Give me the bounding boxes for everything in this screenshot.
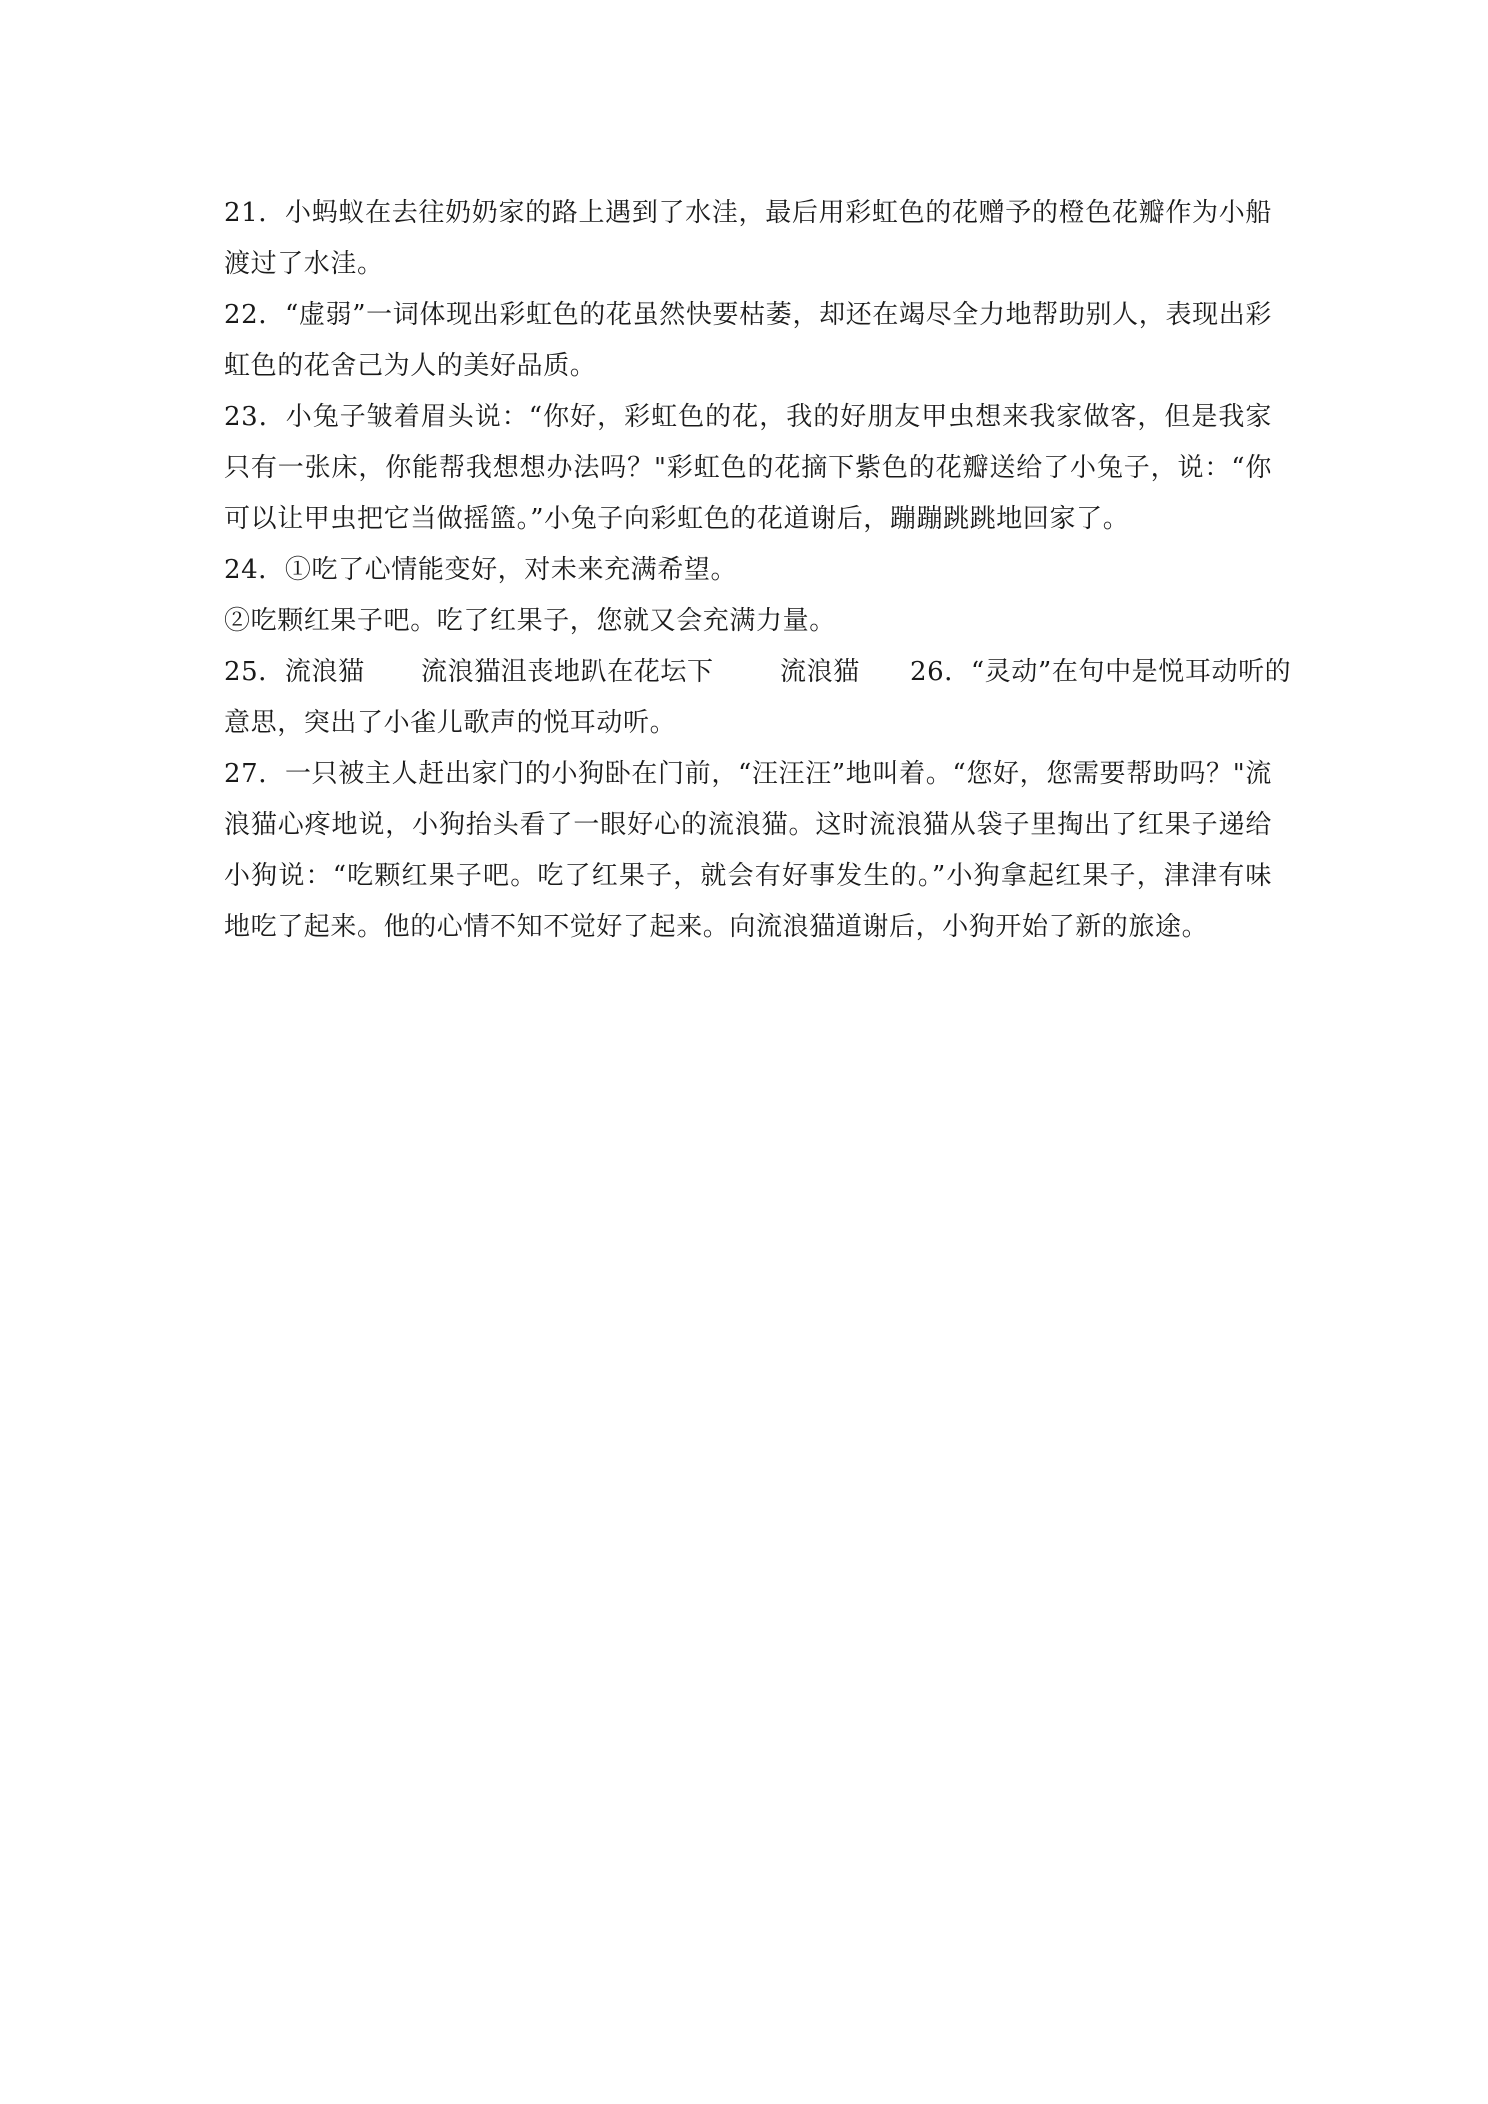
answer-25-blank-2: 流浪猫沮丧地趴在花坛下	[421, 657, 714, 687]
answer-24-part-1: 24．①吃了心情能变好，对未来充满希望。	[224, 555, 738, 585]
answer-26-continuation: 意思，突出了小雀儿歌声的悦耳动听。	[224, 708, 677, 738]
answer-25-blank-3: 流浪猫	[780, 657, 860, 687]
answer-23: 23．小兔子皱着眉头说：“你好，彩虹色的花，我的好朋友甲虫想来我家做客，但是我家只有一张床，你能帮我想想办法吗？"彩虹色的花摘下紫色的花瓣送给了小兔子，说：“你可以让甲虫把它当做摇篮。”小兔子向彩虹色的花道谢后，蹦蹦跳跳地回家了。	[224, 402, 1272, 534]
answer-22: 22．“虚弱”一词体现出彩虹色的花虽然快要枯萎，却还在竭尽全力地帮助别人，表现出彩虹色的花舍己为人的美好品质。	[224, 300, 1272, 381]
answer-27: 27．一只被主人赶出家门的小狗卧在门前，“汪汪汪”地叫着。“您好，您需要帮助吗？"流浪猫心疼地说，小狗抬头看了一眼好心的流浪猫。这时流浪猫从袋子里掏出了红果子递给小狗说：“吃颗红果子吧。吃了红果子，就会有好事发生的。”小狗拿起红果子，津津有味地吃了起来。他的心情不知不觉好了起来。向流浪猫道谢后，小狗开始了新的旅途。	[224, 759, 1272, 942]
answer-21: 21．小蚂蚁在去往奶奶家的路上遇到了水洼，最后用彩虹色的花赠予的橙色花瓣作为小船渡过了水洼。	[224, 198, 1272, 279]
answer-26-start: 26．“灵动”在句中是悦耳动听的	[910, 657, 1292, 687]
answer-25-26-line	[224, 647, 1292, 698]
answer-25-blank-1: 25．流浪猫	[224, 657, 365, 687]
answer-key	[224, 188, 1292, 953]
answer-24-part-2: ②吃颗红果子吧。吃了红果子，您就又会充满力量。	[224, 606, 836, 636]
